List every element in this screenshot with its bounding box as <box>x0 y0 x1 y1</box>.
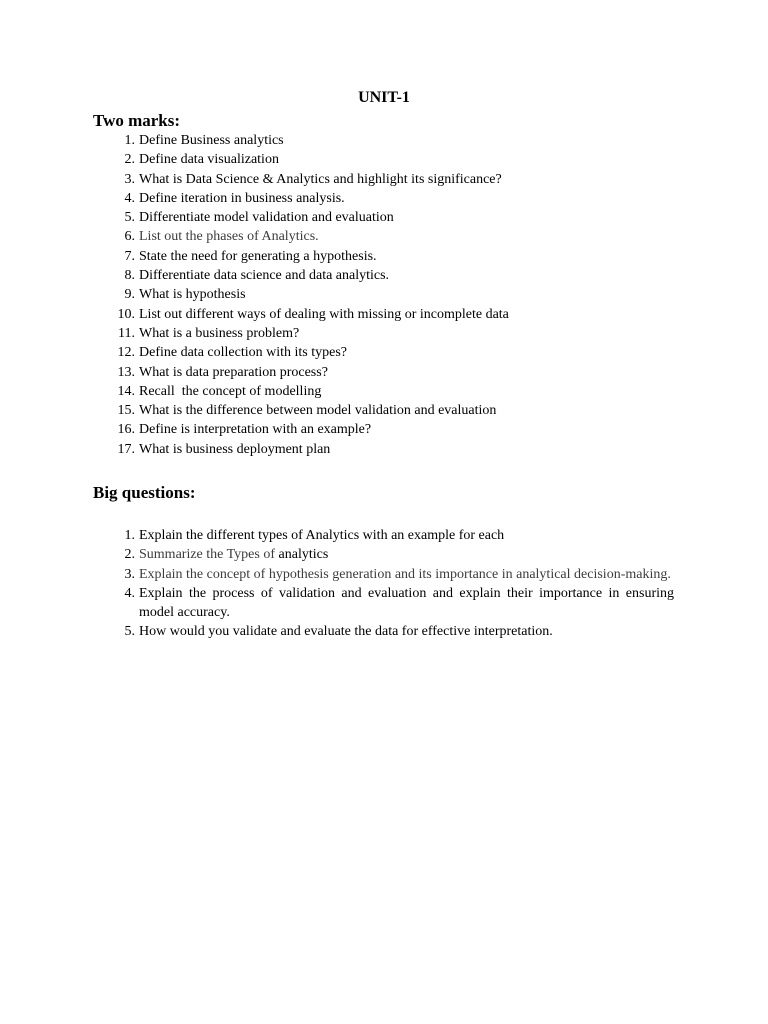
item-text: What is hypothesis <box>139 287 246 303</box>
list-item <box>0 343 768 362</box>
item-number: 2. <box>124 547 135 563</box>
item-text: Explain the concept of hypothesis generation and its importance in analytical decision-making. <box>139 566 671 582</box>
item-number: 3. <box>124 566 135 582</box>
item-number: 6. <box>124 229 135 245</box>
item-text: Recall the concept of modelling <box>139 383 322 399</box>
list-item <box>0 324 768 343</box>
item-text: Explain the process of validation and evaluation and explain their importance in ensuring model accuracy. <box>139 585 674 621</box>
list-item <box>0 266 768 285</box>
item-number: 4. <box>124 190 135 206</box>
item-text: List out different ways of dealing with missing or incomplete data <box>139 306 509 322</box>
unit-title: UNIT-1 <box>358 89 410 106</box>
list-item <box>0 565 768 584</box>
item-text-part: analytics <box>278 547 329 563</box>
item-number: 16. <box>117 422 135 438</box>
item-text: State the need for generating a hypothesis. <box>139 248 377 264</box>
item-number: 17. <box>117 441 135 457</box>
list-item <box>0 285 768 304</box>
item-text: What is Data Science & Analytics and highlight its significance? <box>139 171 502 187</box>
item-number: 1. <box>124 133 135 148</box>
list-item <box>0 227 768 246</box>
item-number: 14. <box>117 383 135 399</box>
item-number: 9. <box>124 287 135 303</box>
list-item <box>0 170 768 189</box>
item-text: List out the phases of Analytics. <box>139 229 319 245</box>
list-item <box>0 526 768 545</box>
list-item <box>0 208 768 227</box>
item-number: 5. <box>124 210 135 226</box>
item-number: 13. <box>117 364 135 380</box>
list-item <box>0 545 768 564</box>
item-number: 11. <box>118 325 135 341</box>
item-number: 7. <box>124 248 135 264</box>
item-text: Define Business analytics <box>139 133 284 148</box>
item-text: What is a business problem? <box>139 325 300 341</box>
item-text <box>139 545 674 564</box>
item-text: Differentiate data science and data analytics. <box>139 268 390 284</box>
list-item <box>0 420 768 439</box>
item-text: Define is interpretation with an example? <box>139 422 372 438</box>
item-number: 5. <box>124 624 135 640</box>
item-number: 10. <box>117 306 135 322</box>
item-text: What is data preparation process? <box>139 364 328 380</box>
list-item <box>0 401 768 420</box>
item-number: 15. <box>117 403 135 419</box>
list-item <box>0 363 768 382</box>
item-text: Explain the different types of Analytics with an example for each <box>139 528 505 543</box>
list-item <box>0 189 768 208</box>
two-marks-heading: Two marks: <box>93 111 181 130</box>
item-number: 8. <box>124 268 135 284</box>
list-item <box>0 150 768 169</box>
list-item <box>0 584 768 623</box>
item-text: What is business deployment plan <box>139 441 331 457</box>
two-marks-list <box>0 131 768 459</box>
item-number: 12. <box>117 345 135 361</box>
list-item <box>0 247 768 266</box>
list-item <box>0 305 768 324</box>
item-text: What is the difference between model validation and evaluation <box>139 403 497 419</box>
item-text: Define iteration in business analysis. <box>139 190 345 206</box>
item-text: How would you validate and evaluate the data for effective interpretation. <box>139 624 553 640</box>
item-text: Define data visualization <box>139 152 279 168</box>
list-item <box>0 440 768 459</box>
item-number: 2. <box>124 152 135 168</box>
item-number: 1. <box>124 528 135 543</box>
list-item <box>0 382 768 401</box>
item-number: 3. <box>124 171 135 187</box>
item-text: Define data collection with its types? <box>139 345 347 361</box>
list-item <box>0 131 768 150</box>
item-text-part: Summarize the Types of <box>139 547 279 563</box>
list-item <box>0 622 768 641</box>
big-questions-heading: Big questions: <box>93 483 196 502</box>
item-text: Differentiate model validation and evaluation <box>139 210 394 226</box>
item-number: 4. <box>124 585 135 601</box>
big-questions-list <box>0 526 768 642</box>
